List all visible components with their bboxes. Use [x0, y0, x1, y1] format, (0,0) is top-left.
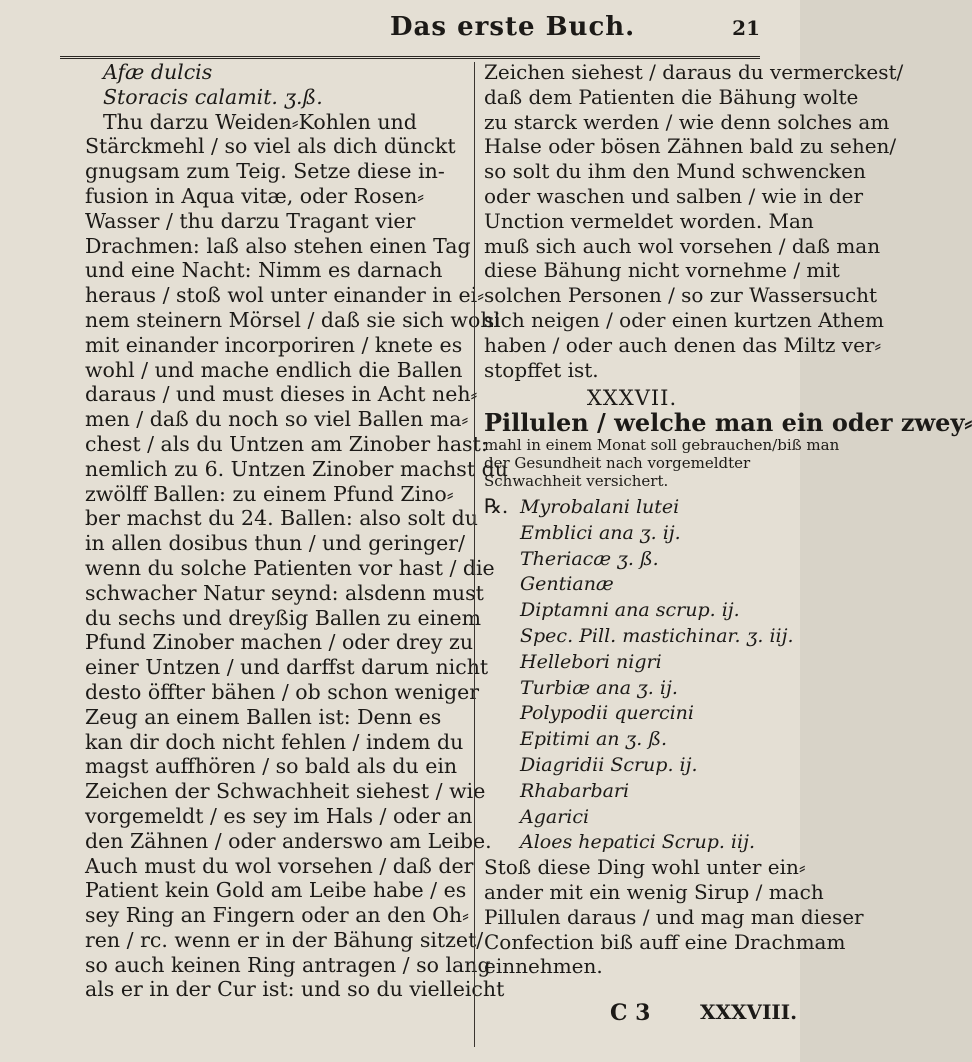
- recipe-ingredient: Epitimi an ʒ. ß.: [520, 728, 668, 751]
- text-line: wenn du solche Patienten vor hast / die: [85, 555, 495, 580]
- recipe-item: [484, 520, 780, 546]
- page-number: 21: [732, 16, 760, 40]
- section-title: Pillulen / welche man ein oder zwey⸗: [484, 408, 972, 438]
- text-line: wohl / und mache endlich die Ballen: [85, 357, 463, 382]
- right-column-prose: [484, 60, 904, 382]
- recipe-ingredient: Myrobalani lutei: [520, 495, 680, 518]
- text-line: men / daß du noch so viel Ballen ma⸗: [85, 407, 469, 432]
- text-line: Auch must du wol vorsehen / daß der: [85, 853, 474, 878]
- text-line: als er in der Cur ist: und so du vielleicht: [85, 977, 505, 1002]
- text-line: einnehmen.: [484, 954, 603, 979]
- right-column-closing: [484, 855, 864, 979]
- text-line: haben / oder auch denen das Miltz ver⸗: [484, 332, 882, 357]
- text-line: gnugsam zum Teig. Setze diese in-: [85, 159, 445, 184]
- recipe-ingredient: Diagridii Scrup. ij.: [520, 753, 698, 776]
- text-line: stopffet ist.: [484, 357, 599, 382]
- recipe-ingredient: Polypodii quercini: [520, 702, 694, 725]
- recipe-item: [484, 778, 780, 804]
- text-line: so solt du ihm den Mund schwencken: [484, 159, 866, 184]
- text-line: Stärckmehl / so viel als dich dünckt: [85, 134, 456, 159]
- text-line: Afæ dulcis: [103, 60, 213, 84]
- left-column: [85, 60, 508, 1002]
- recipe-ingredient: Theriacæ ʒ. ß.: [520, 547, 659, 570]
- text-line: Stoß diese Ding wohl unter ein⸗: [484, 855, 806, 880]
- text-line: diese Bähung nicht vornehme / mit: [484, 258, 840, 283]
- text-line: Zeug an einem Ballen ist: Denn es: [85, 704, 442, 729]
- text-line: so auch keinen Ring antragen / so lang: [85, 952, 491, 977]
- recipe-item: [484, 597, 780, 623]
- text-line: zwölff Ballen: zu einem Pfund Zino⸗: [85, 481, 454, 506]
- text-line: Patient kein Gold am Leibe habe / es: [85, 878, 467, 903]
- page-header: [80, 8, 760, 56]
- text-line: Wasser / thu darzu Tragant vier: [85, 208, 416, 233]
- text-line: und eine Nacht: Nimm es darnach: [85, 258, 443, 283]
- text-line: Halse oder bösen Zähnen bald zu sehen/: [484, 134, 897, 159]
- running-head: Das erste Buch.: [390, 12, 636, 42]
- text-line: daß dem Patienten die Bähung wolte: [484, 84, 859, 109]
- recipe-ingredient: Spec. Pill. mastichinar. ʒ. iij.: [520, 624, 794, 647]
- text-line: muß sich auch wol vorsehen / daß man: [484, 233, 881, 258]
- column-divider: [474, 62, 475, 1047]
- text-line: ber machst du 24. Ballen: also solt du: [85, 506, 478, 531]
- recipe-ingredient: Turbiæ ana ʒ. ij.: [520, 676, 678, 699]
- recipe-item: [484, 804, 780, 830]
- note-line: Schwachheit versichert.: [484, 471, 669, 490]
- recipe-ingredient: Emblici ana ʒ. ij.: [520, 521, 681, 544]
- recipe-item: [484, 752, 780, 778]
- text-line: Drachmen: laß also stehen einen Tag: [85, 233, 471, 258]
- text-line: du sechs und dreyßig Ballen zu einem: [85, 605, 482, 630]
- recipe-list: [484, 493, 794, 855]
- text-line: Zeichen der Schwachheit siehest / wie: [85, 779, 486, 804]
- section-number: XXXVII.: [586, 386, 678, 411]
- text-line: Unction vermeldet worden. Man: [484, 208, 814, 233]
- text-line: Confection biß auff eine Drachmam: [484, 929, 846, 954]
- recipe-item: [484, 649, 780, 675]
- recipe-ingredient: Hellebori nigri: [520, 650, 662, 673]
- recipe-ingredient: Rhabarbari: [520, 779, 630, 802]
- catchword: XXXVIII.: [700, 1000, 798, 1024]
- text-line: magst auffhören / so bald als du ein: [85, 754, 458, 779]
- text-line: Zeichen siehest / daraus du vermerckest/: [484, 60, 904, 84]
- text-line: sich neigen / oder einen kurtzen Athem: [484, 307, 884, 332]
- text-line: Pfund Zinober machen / oder drey zu: [85, 630, 474, 655]
- text-line: nem steinern Mörsel / daß sie sich wohl: [85, 307, 501, 332]
- recipe-item: [484, 494, 780, 520]
- text-line: desto öffter bähen / ob schon weniger: [85, 679, 480, 704]
- text-line: einer Untzen / und darffst darum nicht: [85, 655, 489, 680]
- recipe-ingredient: Agarici: [520, 805, 590, 828]
- text-line: nemlich zu 6. Untzen Zinober machst du: [85, 456, 508, 481]
- text-line: solchen Personen / so zur Wassersucht: [484, 283, 878, 308]
- text-line: Storacis calamit. ʒ.ß.: [103, 84, 323, 109]
- recipe-marker: ℞.: [484, 493, 509, 518]
- recipe-item: [484, 675, 780, 701]
- text-line: oder waschen und salben / wie in der: [484, 183, 864, 208]
- text-line: zu starck werden / wie denn solches am: [484, 109, 890, 134]
- text-line: den Zähnen / oder anderswo am Leibe.: [85, 828, 492, 853]
- text-line: vorgemeldt / es sey im Hals / oder an: [85, 803, 473, 828]
- recipe-item: [484, 546, 780, 572]
- section-note: [484, 435, 840, 490]
- text-line: chest / als du Untzen am Zinober hast:: [85, 431, 488, 456]
- recipe-item: [484, 726, 780, 752]
- text-line: ander mit ein wenig Sirup / mach: [484, 879, 824, 904]
- text-line: sey Ring an Fingern oder an den Oh⸗: [85, 903, 469, 928]
- text-line: Pillulen daraus / und mag man dieser: [484, 904, 864, 929]
- text-line: daraus / und must dieses in Acht neh⸗: [85, 382, 478, 407]
- header-rule: [60, 56, 760, 59]
- recipe-item: [484, 700, 780, 726]
- text-line: in allen dosibus thun / und geringer/: [85, 531, 465, 556]
- text-line: Thu darzu Weiden⸗Kohlen und: [103, 109, 417, 134]
- signature-mark: C 3: [610, 1000, 651, 1026]
- text-line: schwacher Natur seynd: alsdenn must: [85, 580, 484, 605]
- note-line: der Gesundheit nach vorgemeldter: [484, 453, 751, 472]
- recipe-ingredient: Gentianæ: [520, 573, 614, 596]
- recipe-ingredient: Diptamni ana scrup. ij.: [520, 599, 740, 622]
- text-line: fusion in Aqua vitæ, oder Rosen⸗: [85, 183, 425, 208]
- recipe-item: [484, 571, 780, 597]
- recipe-item: [484, 829, 780, 855]
- text-line: ren / rc. wenn er in der Bähung sitzet/: [85, 927, 484, 952]
- text-line: heraus / stoß wol unter einander in ei⸗: [85, 283, 485, 308]
- text-line: mit einander incorporiren / knete es: [85, 332, 463, 357]
- note-line: mahl in einem Monat soll gebrauchen/biß man: [484, 435, 840, 454]
- recipe-item: [484, 623, 794, 649]
- recipe-ingredient: Aloes hepatici Scrup. iij.: [520, 831, 756, 854]
- right-column: [484, 60, 972, 979]
- text-line: kan dir doch nicht fehlen / indem du: [85, 729, 464, 754]
